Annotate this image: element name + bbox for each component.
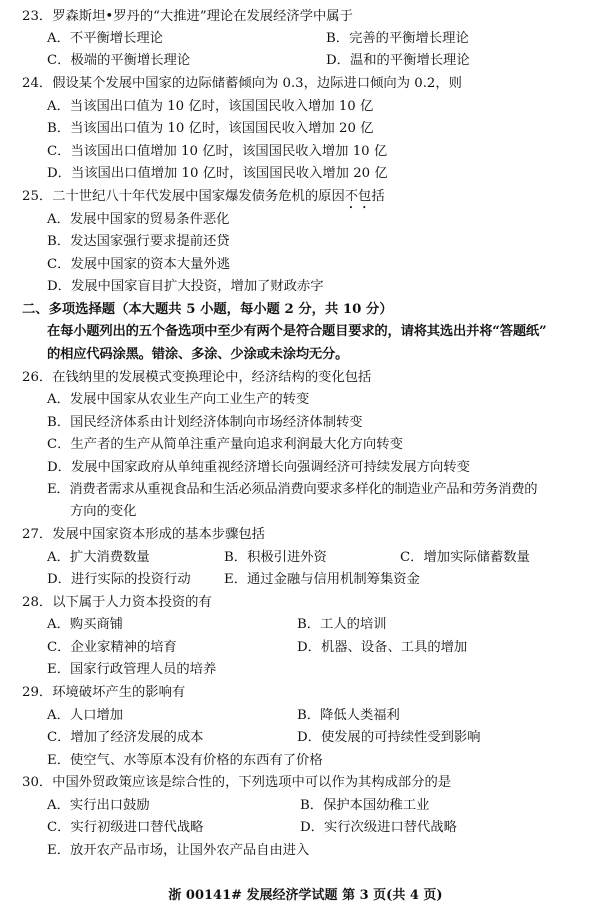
question-25-option-d: D．发展中国家盲目扩大投资，增加了财政赤字 xyxy=(47,279,324,294)
question-23-option-a: A．不平衡增长理论 xyxy=(47,31,163,46)
question-25-stem-text: 25．二十世纪八十年代发展中国家爆发债务危机的原因 xyxy=(22,189,345,204)
question-29-option-d: D．使发展的可持续性受到影响 xyxy=(297,730,481,745)
question-24-option-b: B．当该国出口值为 10 亿时，该国国民收入增加 20 亿 xyxy=(47,121,374,136)
question-28-option-e: E．国家行政管理人员的培养 xyxy=(47,662,217,677)
question-30-option-b: B．保护本国幼稚工业 xyxy=(300,798,430,813)
question-29-option-c: C．增加了经济发展的成本 xyxy=(47,730,204,745)
question-23-option-d: D．温和的平衡增长理论 xyxy=(326,53,470,68)
question-25-stem-emphasis: 不包 xyxy=(344,189,372,204)
question-30-option-a: A．实行出口鼓励 xyxy=(47,798,150,813)
section-2-heading: 二、多项选择题（本大题共 5 小题，每小题 2 分，共 10 分） xyxy=(22,302,393,317)
question-24-option-d: D．当该国出口值增加 10 亿时，该国国民收入增加 20 亿 xyxy=(47,166,388,181)
question-28-option-a: A．购买商铺 xyxy=(47,617,124,632)
question-29-option-a: A．人口增加 xyxy=(47,708,124,723)
question-30-option-c: C．实行初级进口替代战略 xyxy=(47,820,204,835)
question-27-option-e: E．通过金融与信用机制筹集资金 xyxy=(224,572,420,587)
question-29-option-e: E．使空气、水等原本没有价格的东西有了价格 xyxy=(47,753,323,768)
question-26-option-c: C．生产者的生产从简单注重产量向追求利润最大化方向转变 xyxy=(47,437,403,452)
question-24-option-a: A．当该国出口值为 10 亿时，该国国民收入增加 10 亿 xyxy=(47,99,374,114)
question-23-option-b: B．完善的平衡增长理论 xyxy=(326,31,469,46)
question-30-option-d: D．实行次级进口替代战略 xyxy=(300,820,457,835)
question-26-option-e-continued: 方向的变化 xyxy=(70,504,137,519)
question-23-option-c: C．极端的平衡增长理论 xyxy=(47,53,191,68)
question-28-stem: 28．以下属于人力资本投资的有 xyxy=(22,595,212,610)
question-27-stem: 27．发展中国家资本形成的基本步骤包括 xyxy=(22,527,265,542)
question-26-stem: 26．在钱纳里的发展模式变换理论中，经济结构的变化包括 xyxy=(22,370,372,385)
question-26-option-d: D．发展中国家政府从单纯重视经济增长向强调经济可持续发展方向转变 xyxy=(47,460,470,475)
question-28-option-b: B．工人的培训 xyxy=(297,617,387,632)
question-27-option-a: A．扩大消费数量 xyxy=(47,550,150,565)
question-30-stem: 30．中国外贸政策应该是综合性的，下列选项中可以作为其构成部分的是 xyxy=(22,775,452,790)
question-23-stem: 23．罗森斯坦•罗丹的“大推进”理论在发展经济学中属于 xyxy=(22,9,353,24)
question-24-stem: 24．假设某个发展中国家的边际储蓄倾向为 0.3，边际进口倾向为 0.2，则 xyxy=(22,76,462,91)
section-2-instruction-line-1: 在每小题列出的五个备选项中至少有两个是符合题目要求的，请将其选出并将“答题纸” xyxy=(47,324,547,339)
question-30-option-e: E．放开农产品市场，让国外农产品自由进入 xyxy=(47,843,310,858)
question-26-option-b: B．国民经济体系由计划经济体制向市场经济体制转变 xyxy=(47,415,363,430)
question-24-option-c: C．当该国出口值增加 10 亿时，该国国民收入增加 10 亿 xyxy=(47,144,388,159)
question-29-option-b: B．降低人类福利 xyxy=(297,708,400,723)
question-27-option-c: C．增加实际储蓄数量 xyxy=(400,550,530,565)
question-25-option-a: A．发展中国家的贸易条件恶化 xyxy=(47,212,230,227)
question-25-stem-tail: 括 xyxy=(371,189,385,204)
page-footer: 浙 00141# 发展经济学试题 第 3 页(共 4 页) xyxy=(168,888,443,903)
question-25-option-c: C．发展中国家的资本大量外逃 xyxy=(47,257,231,272)
question-26-option-a: A．发展中国家从农业生产向工业生产的转变 xyxy=(47,392,310,407)
question-26-option-e: E．消费者需求从重视食品和生活必须品消费向要求多样化的制造业产品和劳务消费的 xyxy=(47,482,538,497)
question-28-option-d: D．机器、设备、工具的增加 xyxy=(297,640,468,655)
question-25-option-b: B．发达国家强行要求提前还贷 xyxy=(47,234,230,249)
question-27-option-b: B．积极引进外资 xyxy=(224,550,327,565)
question-25-stem xyxy=(22,186,607,208)
question-28-option-c: C．企业家精神的培育 xyxy=(47,640,177,655)
question-29-stem: 29．环境破坏产生的影响有 xyxy=(22,685,186,700)
question-27-option-d: D．进行实际的投资行动 xyxy=(47,572,191,587)
section-2-instruction-line-2: 的相应代码涂黑。错涂、多涂、少涂或未涂均无分。 xyxy=(47,347,349,362)
